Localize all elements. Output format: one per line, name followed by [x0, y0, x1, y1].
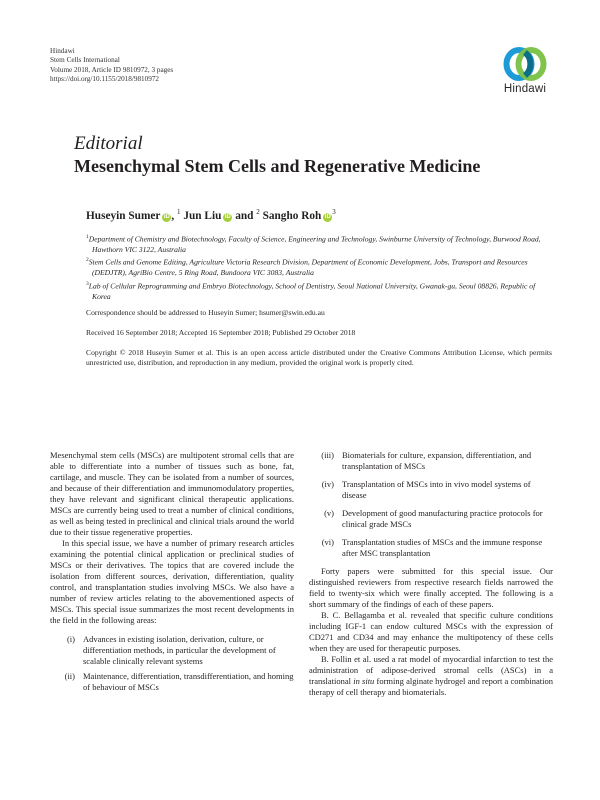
affiliation — [86, 232, 552, 255]
list-text: Transplantation studies of MSCs and the immune response after MSC transplantation — [342, 537, 543, 558]
list-text: Biomaterials for culture, expansion, differentiation, and transplantation of MSCs — [342, 450, 532, 471]
affiliation-number: 1 — [86, 234, 89, 240]
topic-list — [309, 450, 553, 559]
list-number: (v) — [324, 508, 334, 518]
author-affil-ref: 2 — [256, 208, 260, 216]
affiliation — [86, 279, 552, 302]
article-title: Mesenchymal Stem Cells and Regenerative Medicine — [74, 156, 481, 176]
list-number: (vi) — [321, 537, 334, 547]
list-text: Advances in existing isolation, derivation, culture, or differentiation methods, in particular the development of scalable clinically relevant systems — [83, 634, 276, 666]
author-name[interactable]: Sangho Roh — [262, 209, 322, 222]
orcid-icon[interactable]: iD — [163, 213, 170, 220]
doi-link[interactable]: https://doi.org/10.1155/2018/9810972 — [50, 74, 160, 83]
list-item — [309, 450, 553, 472]
list-text: Maintenance, differentiation, transdifferentiation, and homing of behaviour of MSCs — [83, 671, 294, 692]
section-label: Editorial — [74, 133, 143, 154]
hindawi-wordmark: Hindawi — [503, 83, 547, 95]
publication-dates: Received 16 September 2018; Accepted 16 September 2018; Published 29 October 2018 — [86, 328, 356, 337]
copyright-notice: Copyright © 2018 Huseyin Sumer et al. This is an open access article distributed under the Creative Commons Attribution License, which permits unrestricted use, distribution, and reproduction in any medium, provided the original work is properly cited. — [86, 348, 552, 368]
body-paragraph: In this special issue, we have a number of primary research articles examining the potential clinical application or preclinical studies of MSCs or their derivatives. The topics that are covered include the isolation from different sources, derivation, differentiation, quality control, and transplantation studies involving MSCs. We also have a number of review articles relating to the abovementioned aspects of MSCs. This special issue summarizes the most recent developments in the field in the following areas: — [50, 538, 294, 625]
list-text: Transplantation of MSCs into in vivo model systems of disease — [342, 479, 531, 500]
list-number: (i) — [66, 634, 75, 644]
paragraph-text: B. Follin et al. used a rat model of myocardial infarction to test the administration of adipose-derived stromal cells (ASCs) in a translational — [309, 654, 553, 686]
journal-name: Stem Cells International — [50, 56, 120, 65]
list-item — [309, 479, 553, 501]
orcid-icon[interactable]: iD — [224, 213, 231, 220]
journal-header — [50, 47, 173, 84]
hindawi-logo — [494, 44, 556, 95]
author-name[interactable]: Huseyin Sumer — [86, 209, 161, 222]
author-name[interactable]: Jun Liu — [183, 209, 222, 222]
body-paragraph: B. C. Bellagamba et al. revealed that specific culture conditions including IGF-1 can endow cultured MSCs with the expression of CD271 and CD34 and may enhance the multipotency of these cells when they are used for therapeutic purposes. — [309, 610, 553, 653]
author-list — [86, 208, 336, 222]
correspondence: Correspondence should be addressed to Huseyin Sumer; hsumer@swin.edu.au — [86, 308, 325, 317]
affiliation-number: 3 — [86, 280, 89, 287]
list-item — [309, 537, 553, 559]
author-affil-ref: 3 — [332, 208, 336, 216]
affiliation-text: Lab of Cellular Reprogramming and Embryo Biotechnology, School of Dentistry, Seoul National University, Gwanak-gu, Seoul 08826, Republic of Korea — [88, 281, 536, 301]
list-item — [309, 508, 553, 530]
author-separator: and — [232, 209, 257, 222]
affiliation-number: 2 — [86, 257, 89, 264]
affiliation-text: Department of Chemistry and Biotechnology, Faculty of Science, Engineering and Technology, Swinburne University of Technology, Burwood Road, Hawthorn VIC 3122, Australia — [88, 234, 541, 254]
list-item — [50, 671, 294, 693]
body-paragraph: Mesenchymal stem cells (MSCs) are multipotent stromal cells that are able to differentiate into a number of tissues such as bone, fat, cartilage, and muscle. They can be isolated from a number of sources, and because of their differentiation and immunomodulatory properties, they have relevant and significant clinical therapeutic applications. MSCs are currently being used to treat a number of clinical conditions, as well as being tested in preclinical and clinical trials around the world due to their tissue regenerative properties. — [50, 450, 294, 537]
body-paragraph: Forty papers were submitted for this special issue. Our distinguished reviewers from respective research fields narrowed the field to twenty-six which were finally accepted. The following is a short summary of the findings of each of these papers. — [309, 566, 553, 609]
paragraph-text: forming alginate hydrogel and report a combination therapy of cell therapy and biomaterials. — [309, 676, 553, 697]
body-column-left — [50, 450, 294, 697]
list-number: (ii) — [64, 671, 75, 681]
publisher-name: Hindawi — [50, 47, 75, 55]
orcid-icon[interactable]: iD — [324, 213, 331, 220]
affiliations — [86, 232, 552, 302]
list-number: (iii) — [321, 450, 334, 460]
author-affil-ref: 1 — [177, 208, 181, 216]
author-separator: , — [171, 209, 178, 222]
body-column-right — [309, 450, 553, 698]
hindawi-logo-icon — [501, 44, 549, 84]
volume-line: Volume 2018, Article ID 9810972, 3 pages — [50, 65, 174, 74]
list-item — [50, 634, 294, 667]
affiliation — [86, 255, 552, 278]
list-text: Development of good manufacturing practice protocols for clinical grade MSCs — [342, 508, 543, 529]
body-paragraph — [309, 654, 553, 698]
topic-list — [50, 634, 294, 693]
paragraph-emphasis: in situ — [353, 676, 375, 686]
list-number: (iv) — [321, 479, 334, 489]
affiliation-text: Stem Cells and Genome Editing, Agriculture Victoria Research Division, Department of Economic Development, Jobs, Transport and Resources (DEDJTR), AgriBio Centre, 5 Ring Road, Bundoora VIC 3083, Australia — [88, 257, 528, 278]
